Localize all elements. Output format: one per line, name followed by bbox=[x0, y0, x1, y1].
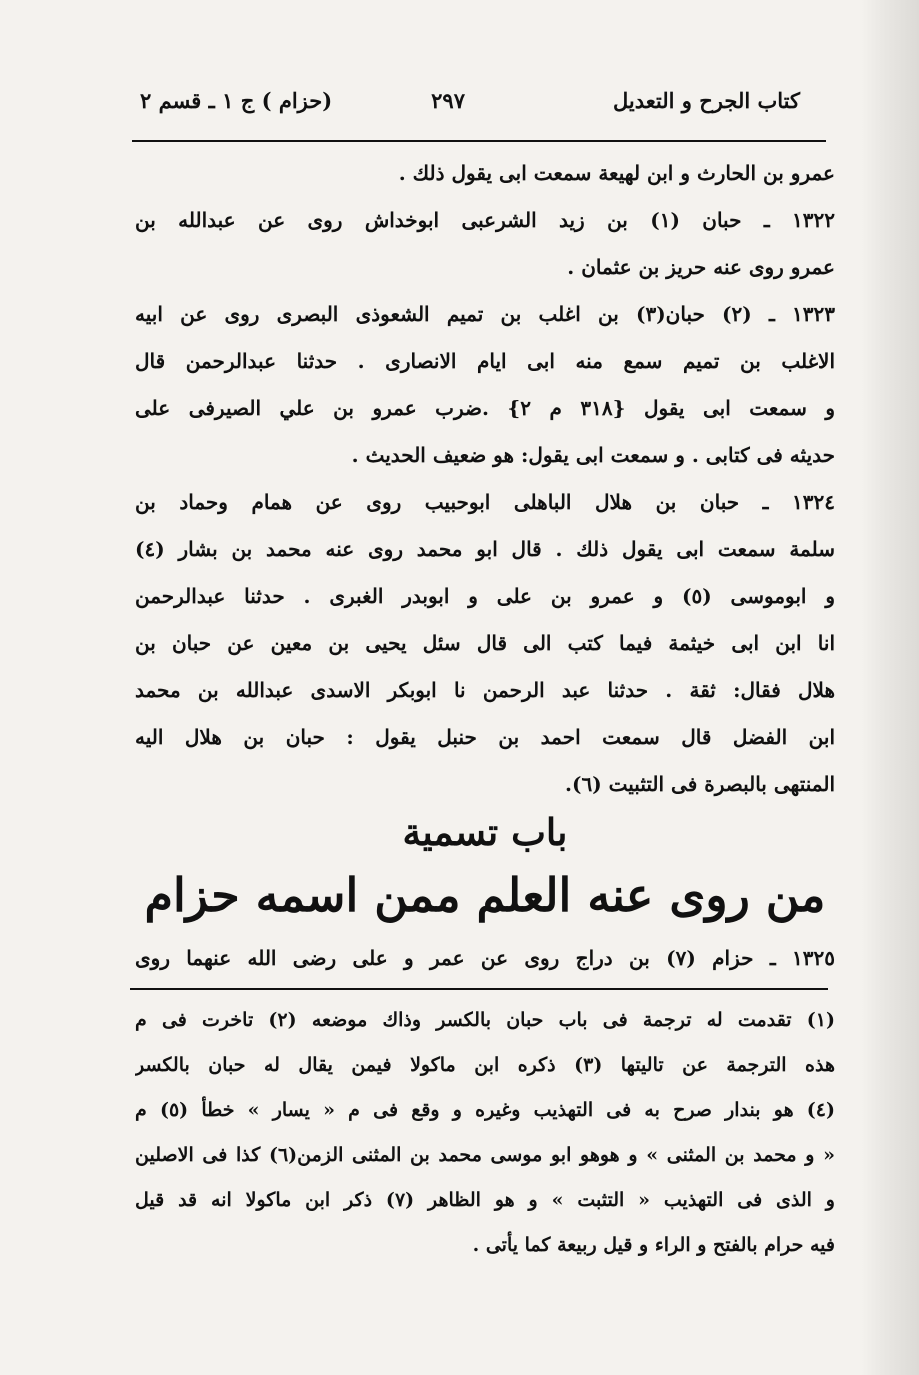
footnote-line: و الذى فى التهذيب « التثبت » و هو الظاهر (٧) ذكر ابن ماكولا انه قد قيل bbox=[135, 1189, 835, 1211]
page-number: ٢٩٧ bbox=[431, 88, 465, 113]
scan-edge-shadow bbox=[861, 0, 919, 1375]
footnote-line: هذه الترجمة عن تاليتها (٣) ذكره ابن ماكولا فيمن يقال له حبان بالكسر bbox=[135, 1054, 835, 1076]
text-line: ابن الفضل قال سمعت احمد بن حنبل يقول : حبان بن هلال اليه bbox=[135, 725, 835, 749]
text-line: و سمعت ابى يقول {٣١٨ م ٢} .ضرب عمرو بن علي الصيرفى على bbox=[135, 396, 835, 420]
footnote-line: (١) تقدمت له ترجمة فى باب حبان بالكسر وذاك موضعه (٢) تاخرت فى م bbox=[135, 1009, 835, 1031]
footnote-line: فيه حرام بالفتح و الراء و قيل ربيعة كما يأتى . bbox=[472, 1234, 835, 1256]
text-line: هلال فقال: ثقة . حدثنا عبد الرحمن نا ابوبكر الاسدى عبدالله بن محمد bbox=[135, 678, 835, 702]
chapter-title-line1: باب تسمية bbox=[402, 810, 568, 854]
text-line: عمرو بن الحارث و ابن لهيعة سمعت ابى يقول ذلك . bbox=[398, 161, 835, 185]
footnotes bbox=[135, 998, 835, 1268]
header-book-title: كتاب الجرح و التعديل bbox=[613, 88, 800, 113]
main-text bbox=[135, 150, 835, 808]
footnote-rule bbox=[130, 988, 828, 990]
text-line: ١٣٢٤ ـ حبان بن هلال الباهلى ابوحبيب روى عن همام وحماد بن bbox=[135, 490, 835, 514]
text-line: ١٣٢٥ ـ حزام (٧) بن دراج روى عن عمر و على رضى الله عنهما روى bbox=[135, 946, 835, 970]
text-line: عمرو روى عنه حريز بن عثمان . bbox=[567, 255, 835, 279]
text-line: المنتهى بالبصرة فى التثبيت (٦). bbox=[565, 772, 835, 796]
footnote-line: « و محمد بن المثنى » و هوهو ابو موسى محمد بن المثنى الزمن(٦) كذا فى الاصلين bbox=[135, 1144, 835, 1166]
text-line: ١٣٢٢ ـ حبان (١) بن زيد الشرعبى ابوخداش روى عن عبدالله بن bbox=[135, 208, 835, 232]
text-line: ١٣٢٣ ـ (٢) حبان(٣) بن اغلب بن تميم الشعوذى البصرى روى عن ابيه bbox=[135, 302, 835, 326]
text-line: انا ابن ابى خيثمة فيما كتب الى قال سئل يحيى بن معين عن حبان بن bbox=[135, 631, 835, 655]
text-line: الاغلب بن تميم سمع منه ابى ايام الانصارى . حدثنا عبدالرحمن قال bbox=[135, 349, 835, 373]
text-line: سلمة سمعت ابى يقول ذلك . قال ابو محمد روى عنه محمد بن بشار (٤) bbox=[135, 537, 835, 561]
text-line: و ابوموسى (٥) و عمرو بن على و ابوبدر الغبرى . حدثنا عبدالرحمن bbox=[135, 584, 835, 608]
header-rule bbox=[132, 140, 826, 142]
entry-1325 bbox=[135, 935, 835, 982]
running-header bbox=[140, 88, 800, 128]
header-section: (حزام ) ج ١ ـ قسم ٢ bbox=[140, 88, 333, 113]
footnote-line: (٤) هو بندار صرح به فى التهذيب وغيره و وقع فى م « يسار » خطأ (٥) م bbox=[135, 1099, 835, 1121]
chapter-title-line2: من روى عنه العلم ممن اسمه حزام bbox=[144, 868, 826, 922]
text-line: حديثه فى كتابى . و سمعت ابى يقول: هو ضعيف الحديث . bbox=[351, 443, 835, 467]
